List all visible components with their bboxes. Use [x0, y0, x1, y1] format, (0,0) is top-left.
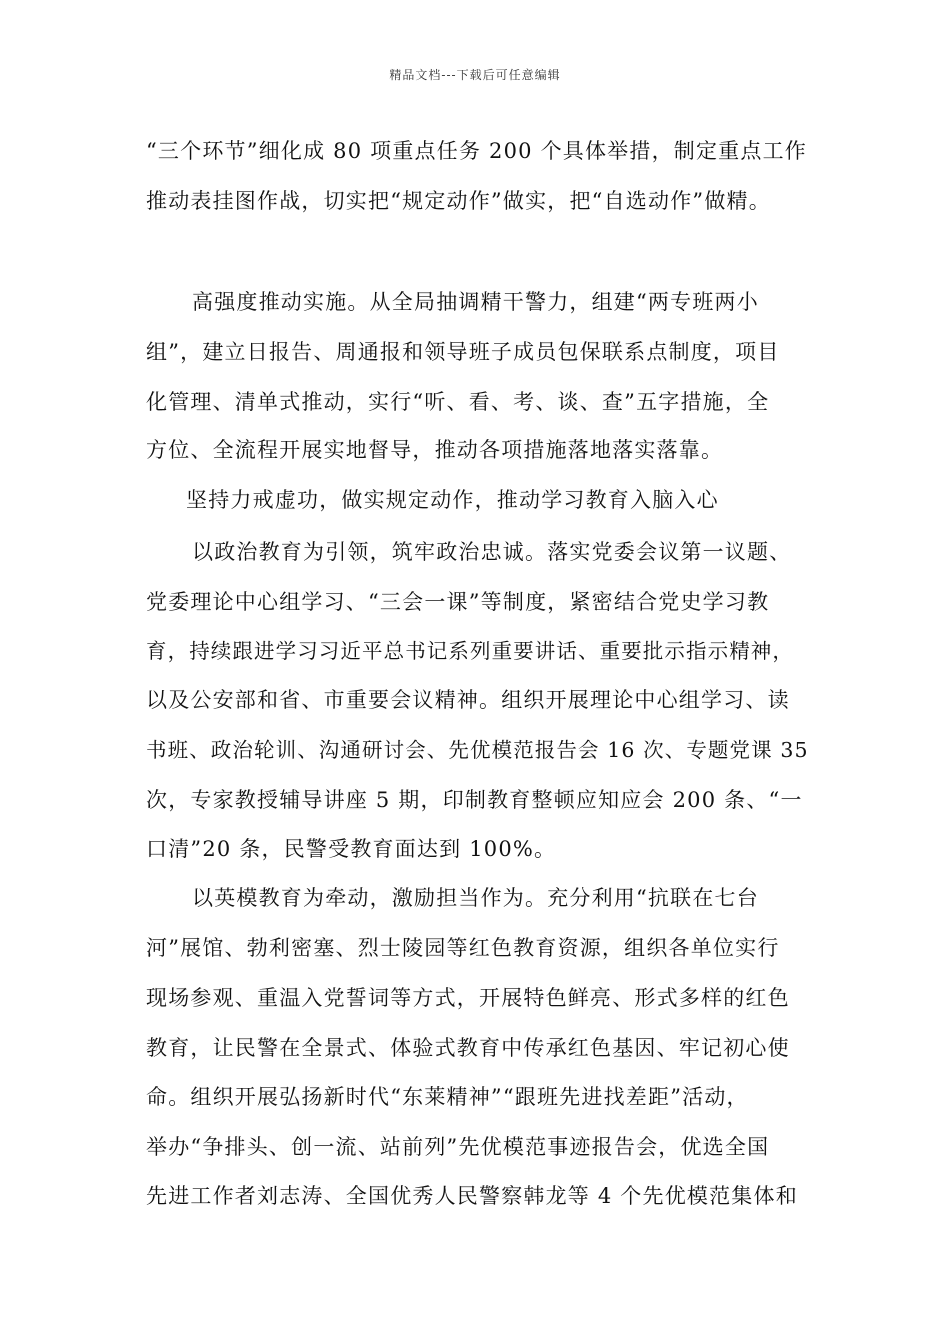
text-line: 教育，让民警在全景式、体验式教育中传承红色基因、牢记初心使: [146, 1036, 790, 1060]
text-line: 先进工作者刘志涛、全国优秀人民警察韩龙等 4 个先优模范集体和: [146, 1184, 798, 1208]
text-line: 河”展馆、勃利密塞、烈士陵园等红色教育资源，组织各单位实行: [146, 936, 780, 960]
text-line: 组”，建立日报告、周通报和领导班子成员包保联系点制度，项目: [146, 340, 780, 364]
text-line: 举办“争排头、创一流、站前列”先优模范事迹报告会，优选全国: [146, 1135, 770, 1159]
text-line: “三个环节”细化成 80 项重点任务 200 个具体举措，制定重点工作: [146, 139, 807, 163]
text-line: 现场参观、重温入党誓词等方式，开展特色鲜亮、形式多样的红色: [146, 986, 790, 1010]
text-line: 命。组织开展弘扬新时代“东莱精神”“跟班先进找差距”活动，: [146, 1085, 749, 1109]
text-line: 推动表挂图作战，切实把“规定动作”做实，把“自选动作”做精。: [146, 189, 771, 213]
paragraph-start-line: 以英模教育为牵动，激励担当作为。充分利用“抗联在七台: [192, 886, 759, 910]
paragraph-start-line: 高强度推动实施。从全局抽调精干警力，组建“两专班两小: [192, 290, 759, 314]
text-line: 次，专家教授辅导讲座 5 期，印制教育整顿应知应会 200 条、“一: [146, 788, 803, 812]
text-line: 化管理、清单式推动，实行“听、看、考、谈、查”五字措施，全: [146, 390, 770, 414]
page-header: 精品文档---下载后可任意编辑: [389, 68, 561, 82]
text-line: 方位、全流程开展实地督导，推动各项措施落地落实落靠。: [146, 438, 724, 462]
text-line: 育，持续跟进学习习近平总书记系列重要讲话、重要批示指示精神，: [146, 639, 794, 663]
text-line: 以及公安部和省、市重要会议精神。组织开展理论中心组学习、读: [146, 688, 790, 712]
text-line: 口清”20 条，民警受教育面达到 100%。: [146, 837, 557, 861]
paragraph-start-line: 以政治教育为引领，筑牢政治忠诚。落实党委会议第一议题、: [192, 540, 792, 564]
text-line: 书班、政治轮训、沟通研讨会、先优模范报告会 16 次、专题党课 35: [146, 738, 809, 762]
section-heading: 坚持力戒虚功，做实规定动作，推动学习教育入脑入心: [186, 488, 719, 512]
text-line: 党委理论中心组学习、“三会一课”等制度，紧密结合党史学习教: [146, 590, 770, 614]
